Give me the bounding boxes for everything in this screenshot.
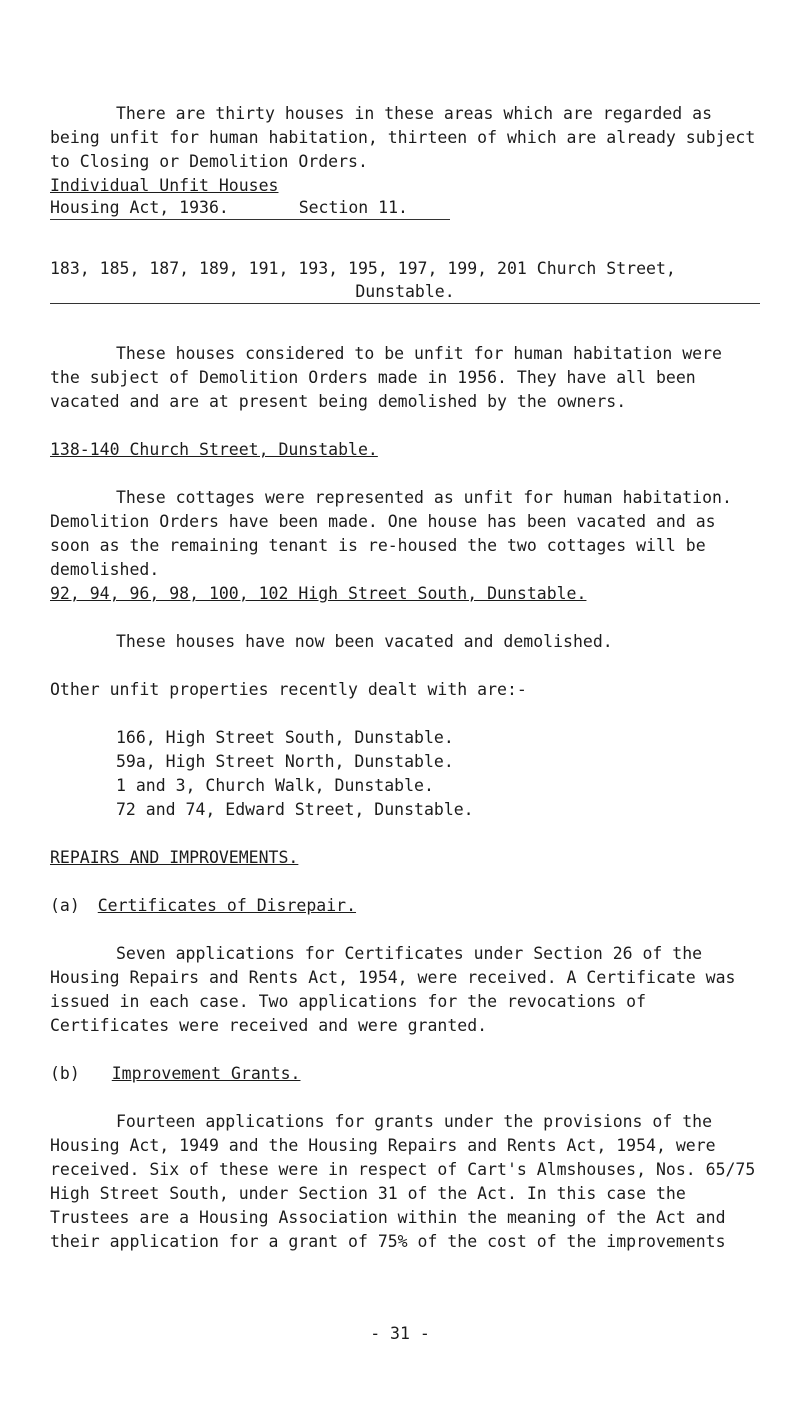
intro-text: There are thirty houses in these areas which are regarded as being unfit for human habitation, thirteen of which are already subject to Closing or Demolition Orders. [50, 104, 756, 171]
list-item: 72 and 74, Edward Street, Dunstable. [116, 800, 474, 819]
high-street-text: These houses have now been vacated and demolished. [116, 632, 613, 651]
list-item: 59a, High Street North, Dunstable. [116, 752, 454, 771]
repairs-heading: REPAIRS AND IMPROVEMENTS. [50, 848, 299, 867]
housing-act-subheading [50, 196, 408, 220]
certificates-heading: Certificates of Disrepair. [97, 896, 357, 915]
page-number: - 31 - [370, 1324, 430, 1343]
demolition-orders-paragraph [50, 342, 760, 414]
certificates-paragraph [50, 942, 760, 1038]
certificates-text: Seven applications for Certificates under Section 26 of the Housing Repairs and Rents Act, 1954, were received. A Certificate was issued in each case. Two applications for the revocations of Certificates were received and were granted. [50, 944, 736, 1035]
housing-act-label: Housing Act, 1936. [50, 198, 229, 217]
improvement-grants-text: Fourteen applications for grants under the provisions of the Housing Act, 1949 and the Housing Repairs and Rents Act, 1954, were received. Six of these were in respect of Cart's Almshouses, Nos. 65/75 High Street South, under Section 31 of the Act. In this case the Trustees are a Housing Association within the meaning of the Act and their application for a grant of 75% of the cost of the improvements [50, 1112, 756, 1251]
subheading-rule [50, 219, 450, 220]
certificates-heading-line [50, 894, 356, 918]
list-item: 166, High Street South, Dunstable. [116, 728, 454, 747]
section-label: Section 11. [298, 198, 408, 217]
high-street-paragraph [50, 630, 760, 654]
addresses-rule [50, 303, 760, 304]
high-street-south-heading: 92, 94, 96, 98, 100, 102 High Street South, Dunstable. [50, 584, 587, 603]
section-a-label: (a) [50, 896, 80, 915]
list-item: 1 and 3, Church Walk, Dunstable. [116, 776, 434, 795]
other-unfit-intro: Other unfit properties recently dealt with are:- [50, 680, 527, 699]
church-street-138-heading: 138-140 Church Street, Dunstable. [50, 440, 378, 459]
individual-unfit-heading: Individual Unfit Houses [50, 176, 279, 195]
improvement-grants-heading: Improvement Grants. [111, 1064, 301, 1083]
section-b-label: (b) [50, 1064, 80, 1083]
demolition-orders-text: These houses considered to be unfit for human habitation were the subject of Demolition Orders made in 1956. They have all been vacated and are at present being demolished by the owners. [50, 344, 722, 411]
cottages-paragraph [50, 486, 760, 582]
intro-paragraph [50, 102, 760, 174]
church-street-addresses: 183, 185, 187, 189, 191, 193, 195, 197, 199, 201 Church Street, [50, 259, 676, 278]
cottages-text: These cottages were represented as unfit for human habitation. Demolition Orders have been made. One house has been vacated and as soon as the remaining tenant is re-housed the two cottages will be demolished. [50, 488, 732, 579]
improvement-grants-paragraph [50, 1110, 760, 1254]
church-street-addresses-town: Dunstable. [355, 282, 455, 301]
improvement-grants-heading-line [50, 1062, 301, 1086]
